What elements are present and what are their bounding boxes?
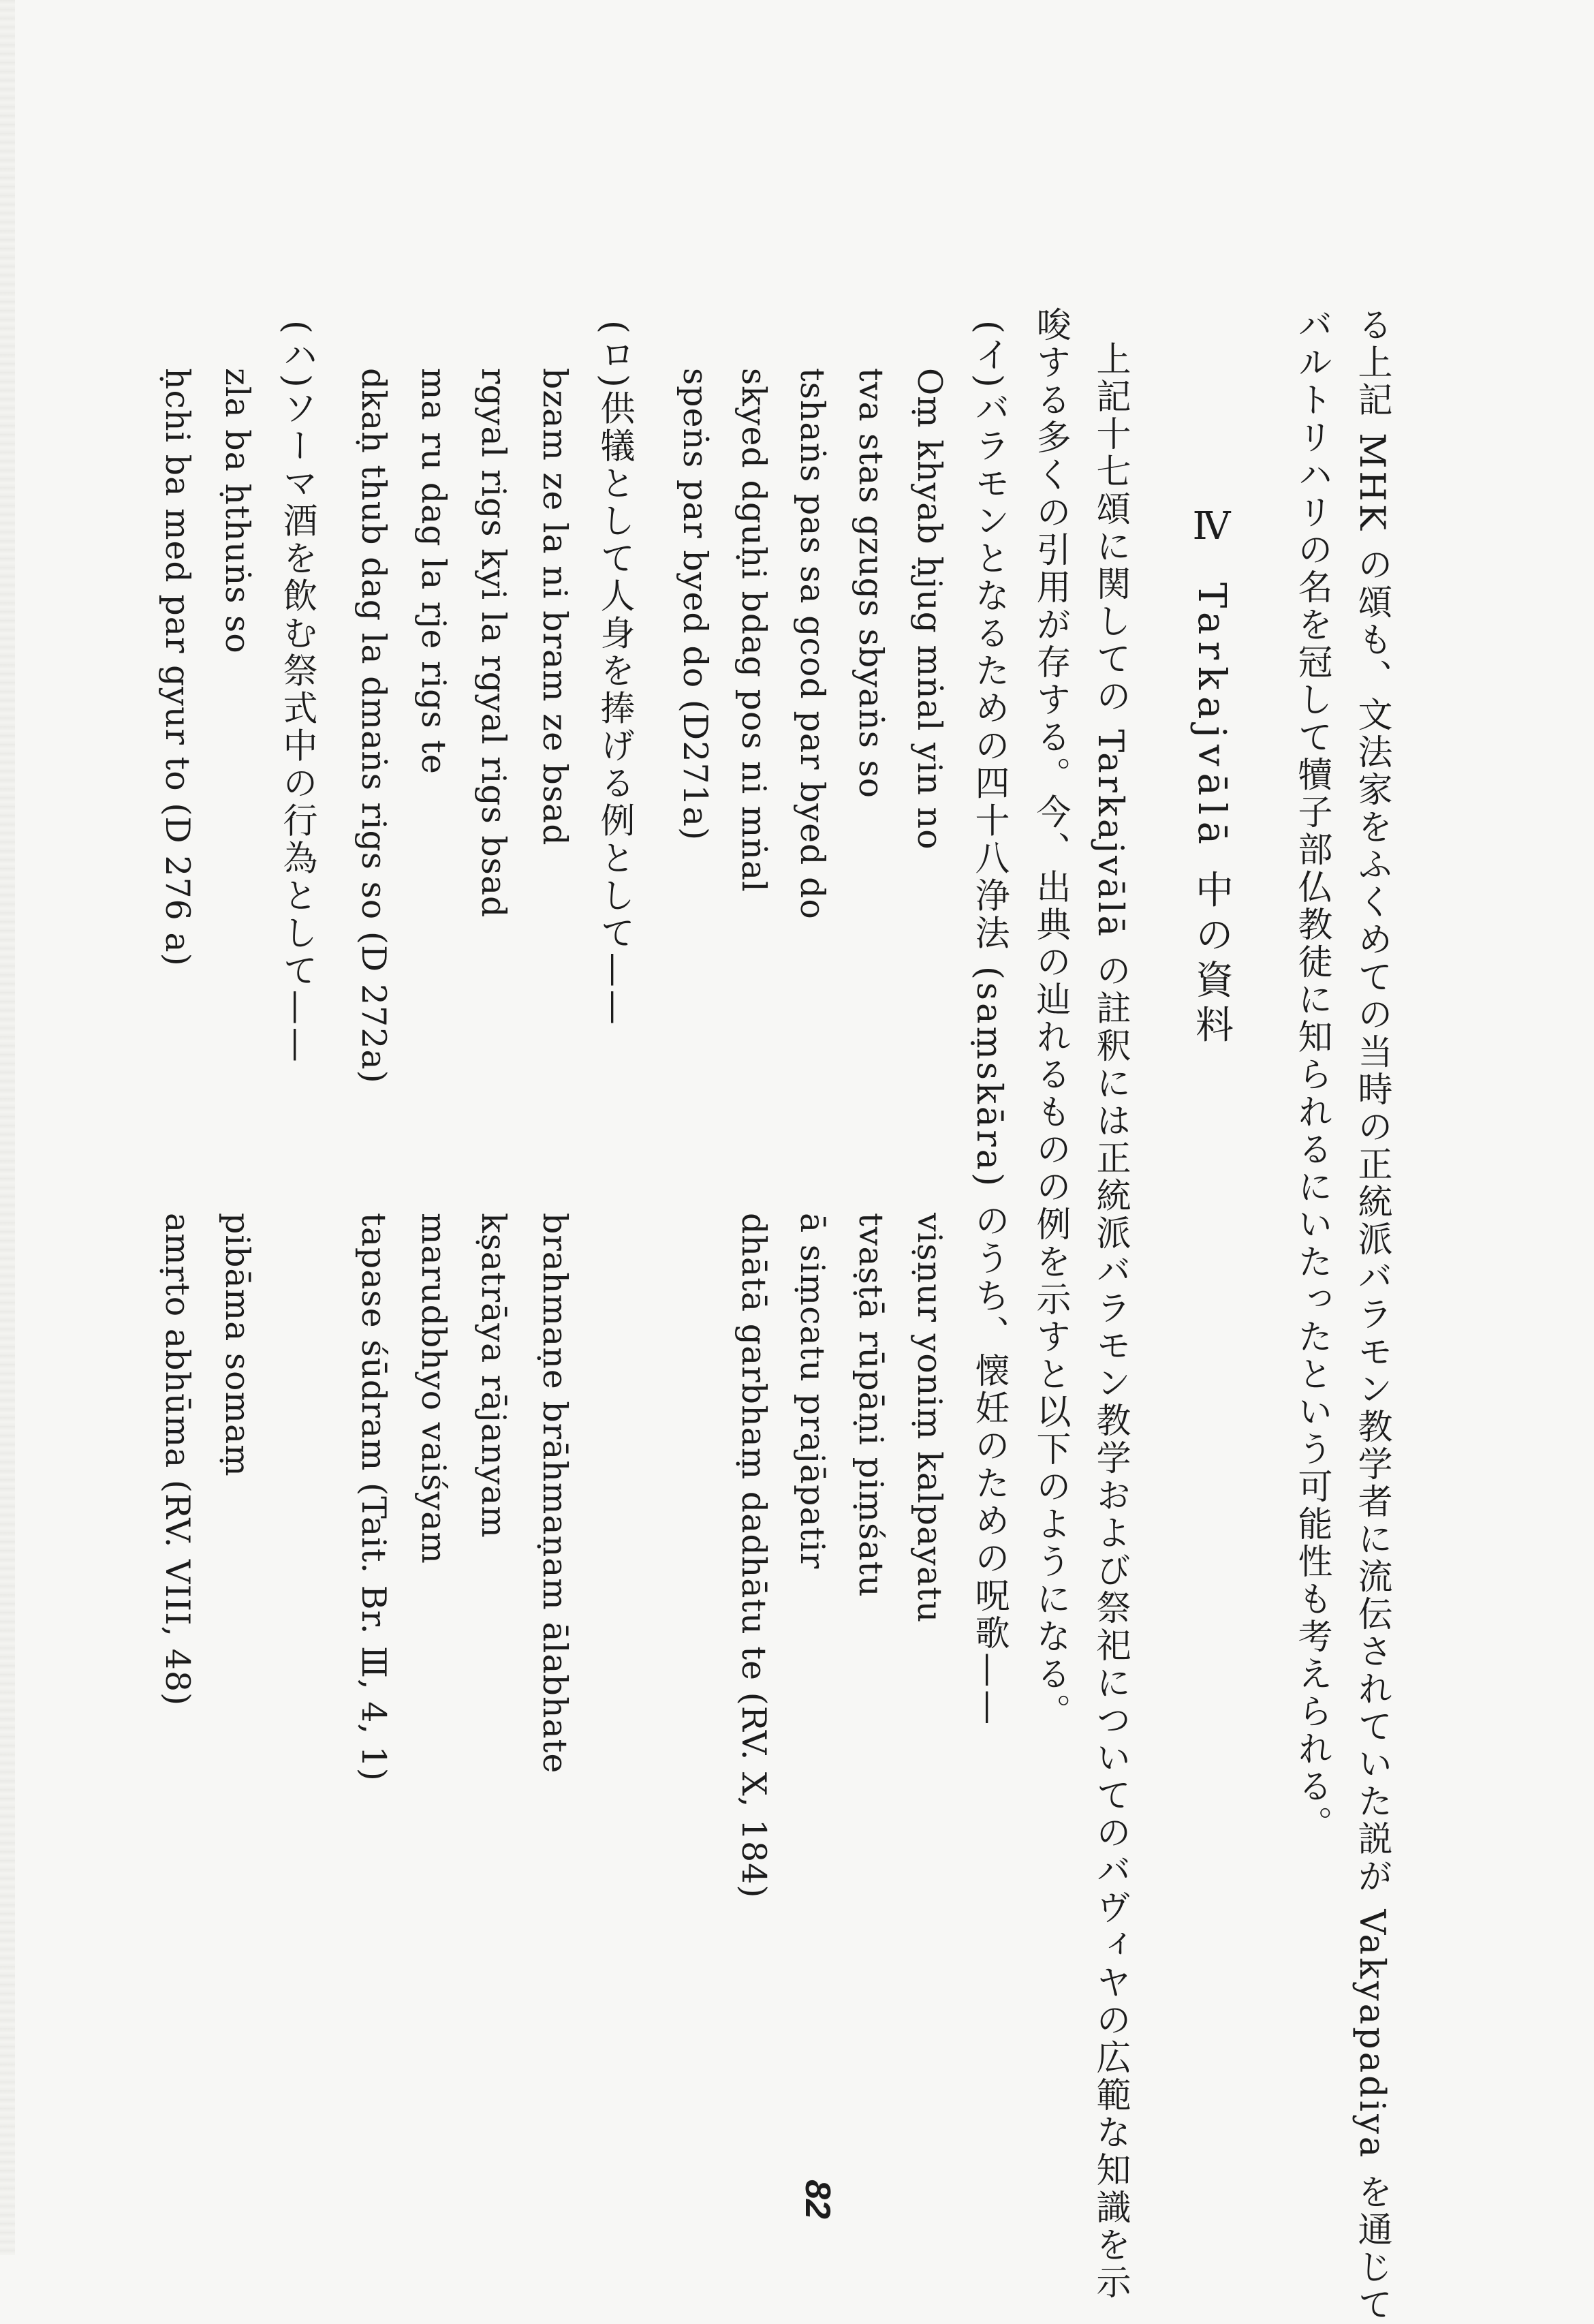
example-3-marker: (ハ) — [277, 320, 317, 390]
section-number: Ⅳ — [1189, 504, 1234, 555]
example-3-sanskrit-1: pibāma somaṃ — [218, 1213, 257, 1477]
example-3-tibetan-1: zla ba ḥthuṅs so — [218, 368, 257, 654]
body-line-1: る上記 MHK の頌も、文法家をふくめての当時の正統派バラモン教学者に流伝されていた説が Vakyapadiya を通じて — [1351, 307, 1392, 2324]
section-heading — [1189, 504, 1234, 1050]
page-number: 82 — [798, 2180, 837, 2219]
example-1-tibetan-4: skyed dguḥi bdag pos ni mṅal — [734, 368, 773, 893]
example-1-caption — [969, 320, 1009, 1728]
example-2-tibetan-2: rgyal rigs kyi la rgyal rigs bsad — [474, 368, 513, 918]
example-3-caption-text: ソーマ酒を飲む祭式中の行為として—— — [277, 390, 317, 1065]
scan-gutter — [0, 0, 15, 2255]
example-2-caption-text: 供犠として人身を捧げる例として—— — [594, 390, 634, 1027]
example-2-sanskrit-1: brahmaṇe brāhmaṇam ālabhate — [535, 1213, 574, 1774]
intro-line-2: 唆する多くの引用が存する。今、出典の辿れるものの例を示すと以下のようになる。 — [1030, 307, 1070, 1731]
example-1-sanskrit-1: viṣṇur yoniṃ kalpayatu — [910, 1213, 949, 1624]
example-1-tibetan-5: speṅs par byed do (D271a) — [676, 368, 715, 841]
example-2-sanskrit-2: kṣatrāya rājanyam — [474, 1213, 513, 1538]
example-2-tibetan-3: ma ru dag la rje rigs te — [414, 368, 453, 775]
example-1-sanskrit-2: tvaṣṭā rūpāṇi piṃśatu — [851, 1213, 890, 1598]
body-line-2: バルトリハリの名を冠して犢子部仏教徒に知られるにいたったという可能性も考えられる。 — [1292, 307, 1332, 1843]
example-3-sanskrit-2: amṛto abhūma (RV. VIII, 48) — [158, 1213, 197, 1707]
example-1-sanskrit-4: dhātā garbhaṃ dadhātu te (RV. X, 184) — [734, 1213, 773, 1899]
example-2-sanskrit-3: marudbhyo vaiśyam — [414, 1213, 453, 1564]
example-1-caption-text: バラモンとなるための四十八浄法 (saṃskāra) のうち、懐妊のための呪歌—— — [969, 390, 1009, 1728]
example-2-tibetan-1: bzam ze la ni bram ze bsad — [535, 368, 574, 846]
example-3-tibetan-2: ḥchi ba med par gyur to (D 276 a) — [158, 368, 197, 967]
example-2-marker: (ロ) — [594, 320, 634, 390]
example-2-sanskrit-4: tapase śūdram (Tait. Br. Ⅲ, 4, 1) — [354, 1213, 393, 1782]
section-title: Tarkajvālā 中の資料 — [1189, 583, 1234, 1050]
example-3-caption — [277, 320, 317, 1065]
example-1-tibetan-3: tshaṅs pas sa gcod par byed do — [793, 368, 832, 920]
example-1-sanskrit-3: ā siṃcatu prajāpatir — [793, 1213, 832, 1570]
example-1-tibetan-1: Oṃ khyab ḥjug mṅal yin no — [910, 368, 949, 850]
example-1-marker: (イ) — [969, 320, 1009, 390]
example-2-caption — [594, 320, 634, 1027]
example-1-tibetan-2: tva stas gzugs sbyaṅs so — [851, 368, 890, 799]
intro-line-1: 上記十七頌に関しての Tarkajvālā の註釈には正統派バラモン教学および祭祀についてのバヴィヤの広範な知識を示 — [1090, 341, 1130, 2302]
example-2-tibetan-4: dkaḥ thub dag la dmaṅs rigs so (D 272a) — [354, 368, 393, 1084]
